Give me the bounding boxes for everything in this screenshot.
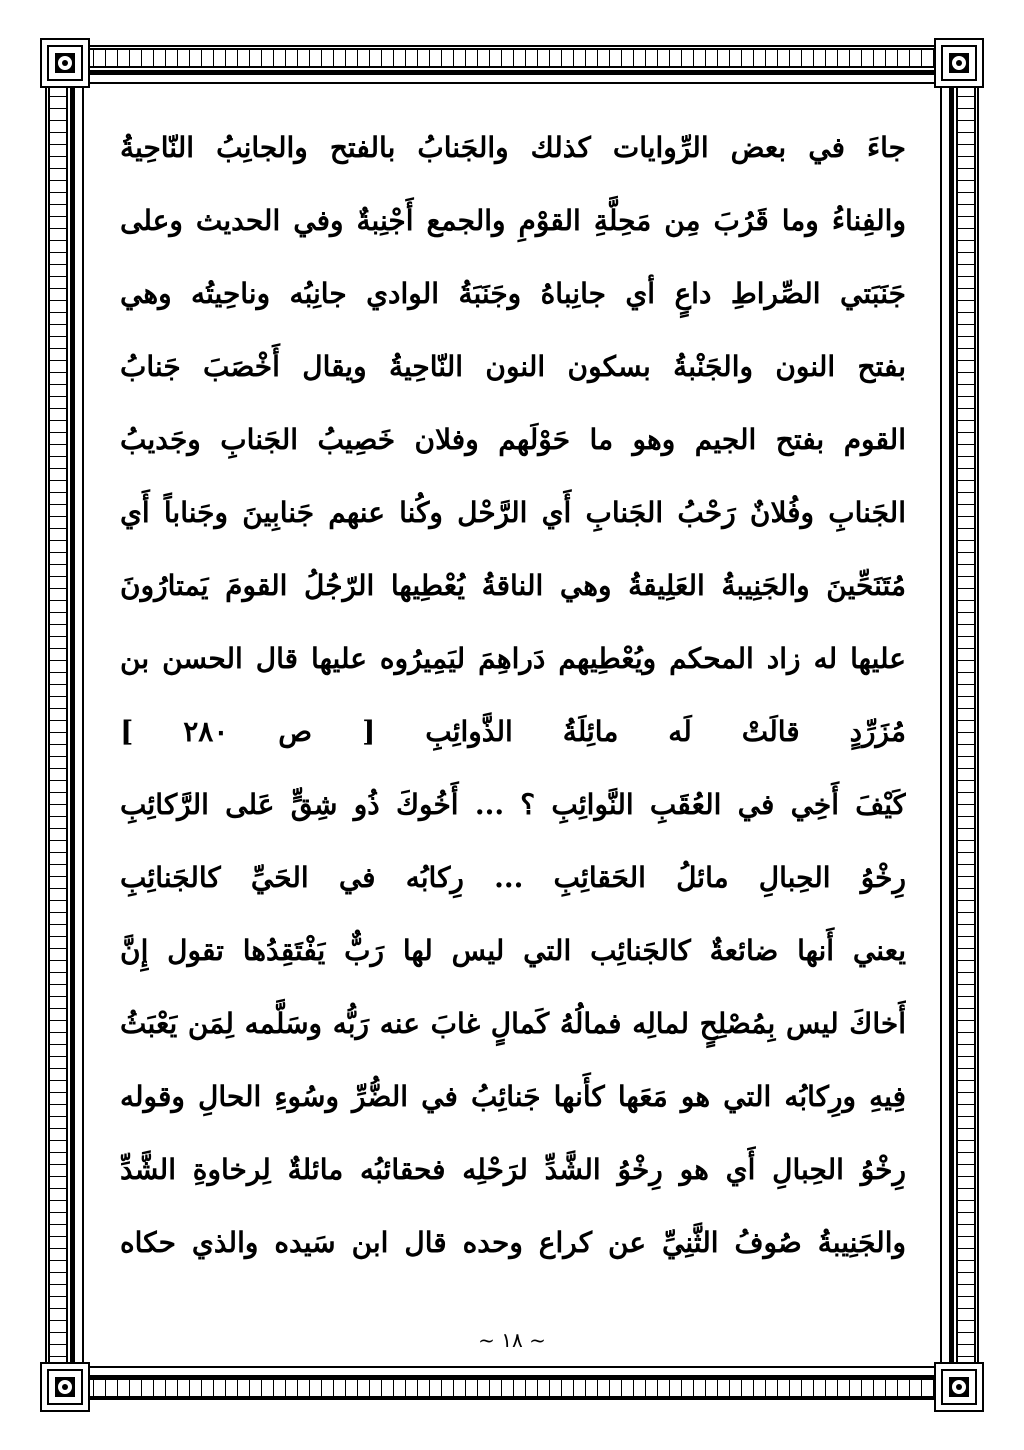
border-strip-bottom (70, 1378, 954, 1398)
corner-ornament-icon (934, 38, 984, 88)
page-text (120, 118, 906, 1286)
page-ref-number: ٢٨٠ (183, 715, 229, 748)
page-ref-label: ص (278, 715, 313, 748)
bracket-close: ] (120, 715, 134, 748)
verse-word: الذَّوائِبِ (425, 715, 513, 748)
corner-ornament-icon (40, 1362, 90, 1412)
verse-line (120, 702, 906, 775)
text-line: رِخْوُ الحِبالِ مائلُ الحَقائِبِ ... رِكابُه في الحَيِّ كالجَنائِبِ (120, 861, 906, 894)
text-line: رِخْوُ الحِبالِ أَي هو رِخْوُ الشَّدِّ لرَحْلِه فحقائبُه مائلةٌ لِرخاوةِ الشَّدِّ (120, 1153, 906, 1186)
corner-ornament-icon (40, 38, 90, 88)
verse-word: مائِلَةُ (562, 715, 619, 748)
text-line: القوم بفتح الجيم وهو ما حَوْلَهم وفلان خَصِيبُ الجَنابِ وجَديبُ (120, 423, 906, 456)
page-number: ~ ١٨ ~ (478, 1328, 546, 1352)
text-line: عليها له زاد المحكم ويُعْطِيهم دَراهِمَ ليَمِيرُوه عليها قال الحسن بن (120, 642, 906, 675)
bracket-open: [ (362, 715, 376, 748)
text-line: جَنَبَتي الصِّراطِ داعٍ أي جانِباهُ وجَنَبَةُ الوادي جانِبُه وناحِيتُه وهي (120, 277, 906, 310)
text-line: والفِناءُ وما قَرُبَ مِن مَحِلَّةِ القوْمِ والجمع أَجْنِبةٌ وفي الحديث وعلى (120, 204, 906, 237)
border-strip-top (70, 48, 954, 68)
text-line: فِيهِ ورِكابُه التي هو مَعَها كأَنها جَنائِبُ في الضُّرِّ وسُوءِ الحالِ وقوله (120, 1080, 906, 1113)
text-line: بفتح النون والجَنْبةُ بسكون النون النّاحِيةُ ويقال أَخْصَبَ جَنابُ (120, 350, 906, 383)
text-line: أَخاكَ ليس بِمُصْلِحٍ لمالِه فمالُهُ كَمالٍ غابَ عنه رَبُّه وسَلَّمه لِمَن يَعْبَثُ (120, 1007, 906, 1040)
text-line: يعني أَنها ضائعةٌ كالجَنائِب التي ليس لها رَبٌّ يَفْتَقِدُها تقول إِنَّ (120, 934, 906, 967)
text-line: والجَنِيبةُ صُوفُ الثَّنِيِّ عن كراع وحده قال ابن سَيده والذي حكاه (120, 1226, 906, 1259)
border-strip-left (48, 70, 68, 1380)
corner-ornament-icon (934, 1362, 984, 1412)
text-line: الجَنابِ وفُلانٌ رَحْبُ الجَنابِ أَي الرَّحْل وكُنا عنهم جَنابِينَ وجَناباً أَي (120, 496, 906, 529)
text-line: جاءَ في بعض الرِّوايات كذلك والجَنابُ بالفتح والجانِبُ النّاحِيةُ (120, 131, 906, 164)
border-strip-right (956, 70, 976, 1380)
text-line: مُتَنَحِّينَ والجَنِيبةُ العَلِيقةُ وهي الناقةُ يُعْطِيها الرّجُلُ القومَ يَمتارُونَ (120, 569, 906, 602)
verse-word: لَه (668, 715, 692, 748)
verse-poet: مُزَرِّدٍ (849, 715, 906, 748)
text-line: كَيْفَ أَخِي في العُقَبِ النَّوائِبِ ؟ ... أَخُوكَ ذُو شِقٍّ عَلى الرَّكائِبِ (120, 788, 906, 821)
verse-word: قالَتْ (741, 715, 800, 748)
